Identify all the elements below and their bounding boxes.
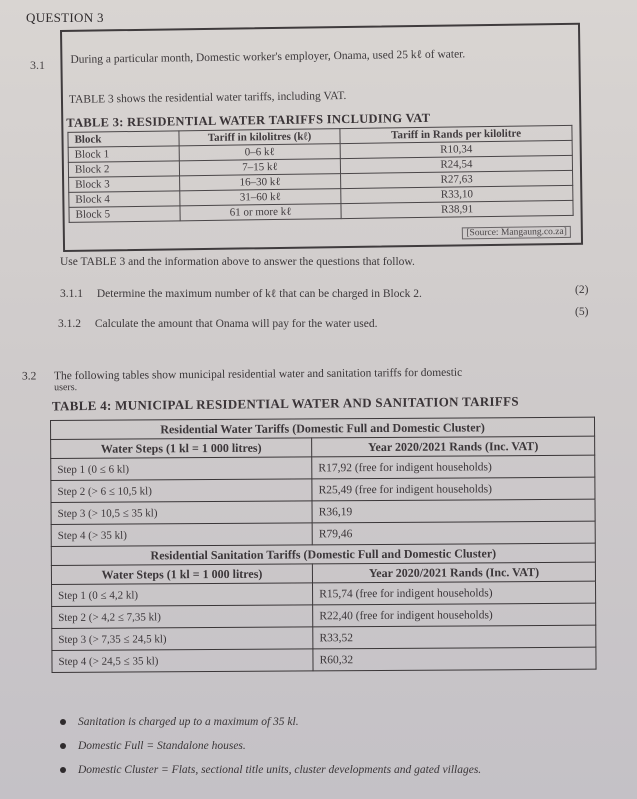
note-item: [52, 710, 481, 734]
rate-cell: R36,19: [312, 499, 595, 523]
note-text: Sanitation is charged up to a maximum of 35 kl.: [78, 716, 299, 728]
block-cell: Block 5: [69, 206, 180, 223]
subquestion-3-1-2: [58, 318, 378, 330]
tariff-cell: R33,10: [341, 185, 573, 203]
bullet-icon: [60, 719, 66, 725]
subquestion-number: 3.1.2: [58, 318, 81, 330]
range-cell: 16–30 kℓ: [179, 174, 340, 191]
tariff-cell: R27,63: [341, 170, 573, 188]
rate-cell: R15,74 (free for indigent households): [313, 581, 596, 605]
range-cell: 7–15 kℓ: [179, 159, 340, 176]
scenario-text: During a particular month, Domestic worker's employer, Onama, used 25 kℓ of water.: [70, 48, 466, 66]
note-item: [52, 734, 481, 758]
step-cell: Step 2 (> 4,2 ≤ 7,35 kl): [52, 605, 313, 629]
question-3-2-text: [22, 365, 602, 393]
tariff-cell: R24,54: [340, 155, 572, 173]
block-cell: Block 1: [68, 146, 179, 163]
block-cell: Block 4: [69, 191, 180, 208]
column-header-water-steps: Water Steps (1 kl = 1 000 litres): [51, 564, 312, 585]
subquestion-3-1-1: [60, 288, 422, 300]
note-text: Domestic Full = Standalone houses.: [78, 740, 246, 752]
rate-cell: R25,49 (free for indigent households): [312, 477, 595, 501]
subquestion-text: Calculate the amount that Onama will pay for the water used.: [94, 318, 378, 330]
rate-cell: R60,32: [313, 647, 596, 671]
rate-cell: R17,92 (free for indigent households): [312, 455, 595, 479]
rate-cell: R33,52: [313, 625, 596, 649]
sanitation-section-title: Residential Sanitation Tariffs (Domestic Full and Domestic Cluster): [51, 543, 595, 565]
bullet-icon: [60, 767, 66, 773]
question-heading: QUESTION 3: [26, 10, 104, 25]
table4-municipal-tariffs: [50, 417, 597, 673]
question-3-2-body: The following tables show municipal residential water and sanitation tariffs for domestic: [53, 366, 463, 383]
step-cell: Step 1 (0 ≤ 4,2 kl): [52, 583, 313, 607]
tariff-cell: R38,91: [341, 200, 573, 218]
subquestion-number: 3.1.1: [60, 288, 83, 300]
instruction-text: Use TABLE 3 and the information above to answer the questions that follow.: [60, 256, 415, 268]
range-cell: 0–6 kℓ: [179, 144, 340, 161]
range-cell: 61 or more kℓ: [180, 204, 341, 221]
step-cell: Step 4 (> 24,5 ≤ 35 kl): [52, 649, 313, 673]
column-header-water-steps: Water Steps (1 kl = 1 000 litres): [51, 438, 312, 459]
question-number-3-2: 3.2: [21, 370, 37, 383]
step-cell: Step 3 (> 7,35 ≤ 24,5 kl): [52, 627, 313, 651]
column-header-year-rands: Year 2020/2021 Rands (Inc. VAT): [312, 436, 595, 457]
step-cell: Step 4 (> 35 kl): [51, 523, 312, 547]
table3-title: TABLE 3: RESIDENTIAL WATER TARIFFS INCLUDING VAT: [66, 110, 431, 130]
marks-3-1-2: (5): [575, 306, 589, 318]
range-cell: 31–60 kℓ: [180, 189, 341, 206]
column-header-tariff-kl: Tariff in kilolitres (kℓ): [179, 129, 340, 146]
subquestion-text: Determine the maximum number of kℓ that can be charged in Block 2.: [96, 288, 422, 300]
tariff-cell: R10,34: [340, 140, 572, 158]
block-cell: Block 3: [69, 176, 180, 193]
note-text: Domestic Cluster = Flats, sectional title units, cluster developments and gated villages.: [78, 764, 482, 776]
water-section-title: Residential Water Tariffs (Domestic Full and Domestic Cluster): [51, 417, 595, 439]
marks-3-1-1: (2): [575, 284, 589, 296]
table3-intro-text: TABLE 3 shows the residential water tariffs, including VAT.: [68, 90, 347, 106]
bullet-icon: [60, 743, 66, 749]
rate-cell: R22,40 (free for indigent households): [313, 603, 596, 627]
question-3-2-body-cont: users.: [54, 382, 78, 394]
table4-title: TABLE 4: MUNICIPAL RESIDENTIAL WATER AND SANITATION TARIFFS: [51, 393, 519, 414]
table3-residential-water-tariffs: [67, 125, 573, 223]
rate-cell: R79,46: [312, 521, 595, 545]
column-header-year-rands: Year 2020/2021 Rands (Inc. VAT): [312, 562, 595, 583]
table3-source: [Source: Mangaung.co.za]: [462, 226, 571, 240]
column-header-tariff-rands: Tariff in Rands per kilolitre: [340, 125, 572, 143]
question-3-1-box: [60, 23, 583, 252]
table-row: [52, 647, 596, 672]
note-item: [52, 758, 481, 782]
step-cell: Step 2 (> 6 ≤ 10,5 kl): [51, 479, 312, 503]
step-cell: Step 3 (> 10,5 ≤ 35 kl): [51, 501, 312, 525]
block-cell: Block 2: [68, 161, 179, 178]
notes-list: [52, 710, 481, 782]
question-number-3-1: 3.1: [30, 58, 45, 72]
column-header-block: Block: [68, 131, 179, 148]
step-cell: Step 1 (0 ≤ 6 kl): [51, 457, 312, 481]
